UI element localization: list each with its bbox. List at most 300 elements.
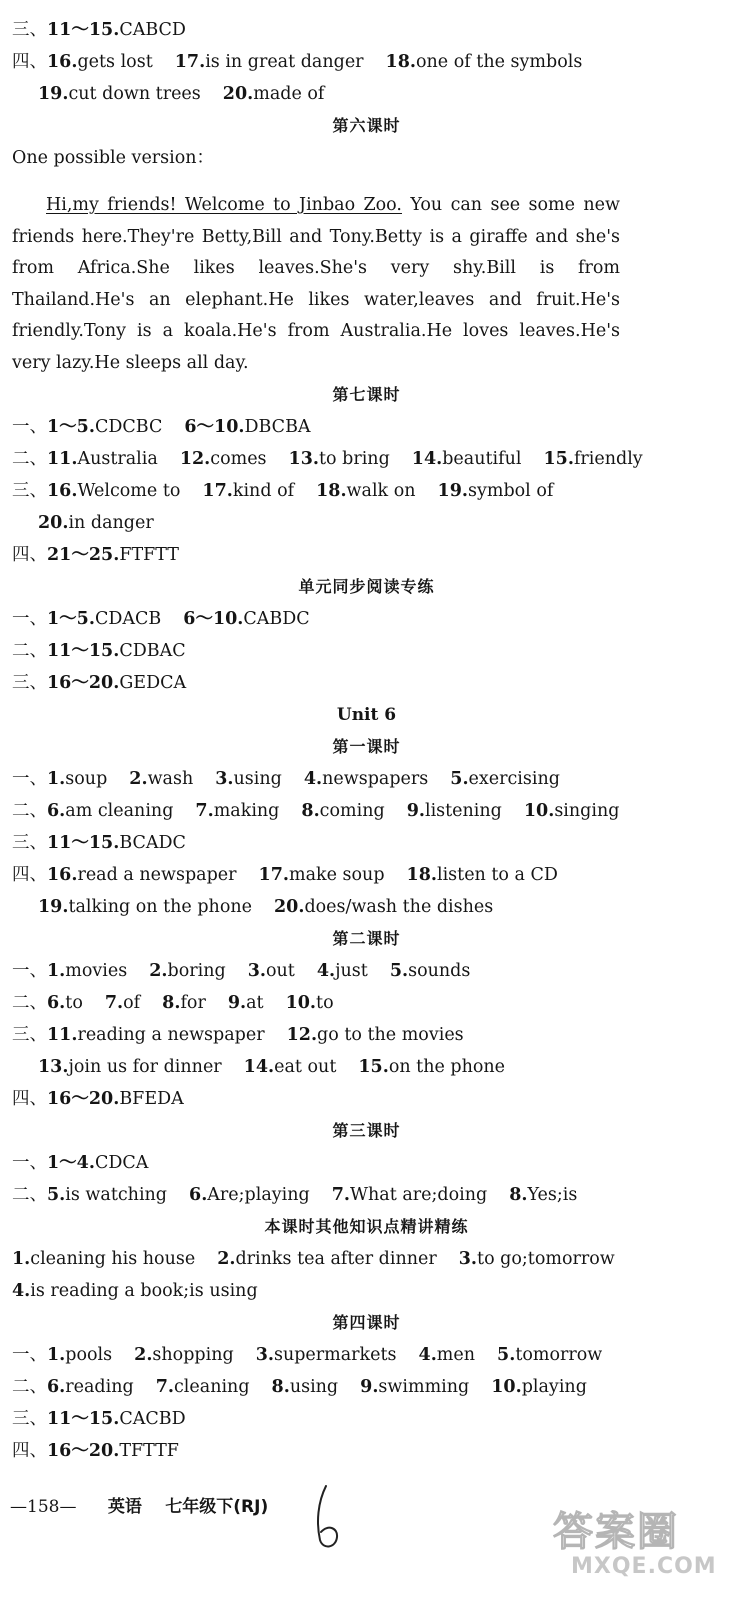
answer-item — [256, 1345, 397, 1365]
item-answer: CACBD — [119, 1409, 186, 1429]
item-number: 8. — [162, 993, 181, 1013]
answer-line — [38, 891, 723, 923]
answer-item — [47, 641, 186, 661]
item-answer: What are;doing — [350, 1185, 488, 1205]
item-answer: BCADC — [119, 833, 186, 853]
item-answer: to go;tomorrow — [477, 1249, 615, 1269]
answer-item — [47, 417, 162, 437]
answer-item — [47, 20, 186, 40]
item-number: 18. — [316, 481, 347, 501]
question-section-prefix: 一、 — [12, 1345, 47, 1365]
item-answer: just — [335, 961, 368, 981]
answer-line — [12, 1179, 723, 1211]
answer-line — [12, 411, 723, 443]
sample-essay — [12, 190, 620, 380]
answer-line — [12, 955, 723, 987]
question-section-prefix: 三、 — [12, 1025, 47, 1045]
item-answer: wash — [147, 769, 194, 789]
item-answer: join us for dinner — [68, 1057, 222, 1077]
item-number: 12. — [179, 449, 211, 469]
item-number: 6. — [47, 1377, 66, 1397]
question-section-prefix: 二、 — [12, 801, 47, 821]
answer-item — [274, 897, 493, 917]
answer-item — [419, 1345, 476, 1365]
item-answer: for — [180, 993, 206, 1013]
answer-item — [407, 801, 502, 821]
answer-item — [12, 1281, 258, 1301]
section-heading: 第七课时 — [332, 385, 401, 404]
grade-label: 七年级下(RJ) — [165, 1497, 269, 1517]
item-answer: Are;playing — [207, 1185, 310, 1205]
item-number: 7. — [155, 1377, 174, 1397]
item-answer: CDCBC — [94, 417, 163, 437]
answer-item — [175, 52, 364, 72]
item-number: 16～20. — [47, 1089, 120, 1109]
item-number: 3. — [247, 961, 266, 981]
item-answer: am cleaning — [65, 801, 174, 821]
item-answer: supermarkets — [273, 1345, 397, 1365]
item-answer: eat out — [274, 1057, 337, 1077]
item-number: 17. — [202, 481, 233, 501]
section-heading: Unit 6 — [336, 705, 397, 725]
item-number: 6～10. — [184, 417, 245, 437]
item-number: 7. — [104, 993, 124, 1013]
item-number: 16. — [47, 865, 78, 885]
answer-item — [248, 961, 295, 981]
answer-line — [12, 1275, 723, 1307]
item-answer: symbol of — [467, 481, 554, 501]
item-answer: go to the movies — [317, 1025, 464, 1045]
item-answer: out — [265, 961, 295, 981]
item-number: 4. — [316, 961, 336, 981]
answer-item — [412, 449, 522, 469]
essay-underlined-opening: Hi,my friends! Welcome to Jinbao Zoo. — [46, 195, 402, 215]
answer-item — [459, 1249, 615, 1269]
item-answer: CDBAC — [119, 641, 186, 661]
question-section-prefix: 二、 — [12, 449, 47, 469]
item-answer: reading — [65, 1377, 134, 1397]
item-number: 1. — [47, 961, 66, 981]
item-answer: CABCD — [119, 20, 186, 40]
section-heading: 单元同步阅读专练 — [298, 577, 435, 596]
item-number: 18. — [406, 865, 437, 885]
answer-line — [12, 475, 723, 507]
answer-item — [47, 1153, 148, 1173]
handwritten-six-mark — [312, 1482, 344, 1552]
question-section-prefix: 二、 — [12, 641, 47, 661]
answer-line — [12, 635, 723, 667]
item-number: 18. — [385, 52, 416, 72]
item-number: 16. — [47, 52, 78, 72]
item-number: 15. — [358, 1057, 389, 1077]
item-answer: TFTTF — [119, 1441, 179, 1461]
question-section-prefix: 一、 — [12, 961, 47, 981]
item-number: 6. — [47, 993, 66, 1013]
answer-item — [47, 865, 237, 885]
answer-item — [156, 1377, 250, 1397]
item-answer: gets lost — [77, 52, 153, 72]
answer-item — [360, 1377, 469, 1397]
item-number: 16. — [47, 481, 78, 501]
item-number: 11～15. — [47, 833, 120, 853]
answer-item — [195, 801, 279, 821]
item-number: 14. — [243, 1057, 275, 1077]
answer-item — [47, 481, 180, 501]
item-answer: read a newspaper — [77, 865, 237, 885]
page-footer — [10, 1490, 268, 1524]
answer-item — [202, 481, 294, 501]
answer-item — [47, 1025, 265, 1045]
item-answer: shopping — [152, 1345, 234, 1365]
answer-item — [244, 1057, 337, 1077]
answer-item — [386, 52, 583, 72]
answer-line — [12, 1147, 723, 1179]
answer-item — [450, 769, 560, 789]
item-answer: to bring — [319, 449, 390, 469]
item-number: 1. — [47, 769, 66, 789]
answer-line — [12, 142, 723, 174]
answer-item — [509, 1185, 577, 1205]
answer-item — [47, 769, 107, 789]
answer-line — [12, 603, 723, 635]
item-number: 2. — [217, 1249, 236, 1269]
item-number: 19. — [38, 84, 69, 104]
item-number: 8. — [301, 801, 320, 821]
item-answer: is watching — [65, 1185, 168, 1205]
question-section-prefix: 二、 — [12, 1377, 47, 1397]
answer-line — [12, 795, 723, 827]
item-number: 21～25. — [47, 545, 120, 565]
item-number: 12. — [286, 1025, 318, 1045]
answer-item — [390, 961, 471, 981]
answer-line — [12, 827, 723, 859]
item-answer: walk on — [346, 481, 416, 501]
answer-line — [38, 1051, 723, 1083]
answer-item — [47, 1345, 112, 1365]
item-number: 6～10. — [183, 609, 244, 629]
item-number: 11～15. — [47, 20, 120, 40]
item-number: 1. — [12, 1249, 31, 1269]
answer-item — [180, 449, 267, 469]
item-number: 20. — [38, 513, 69, 533]
answer-item — [47, 52, 153, 72]
answer-line — [12, 1403, 723, 1435]
item-answer: in danger — [68, 513, 154, 533]
answer-item — [134, 1345, 234, 1365]
item-answer: using — [289, 1377, 339, 1397]
question-section-prefix: 三、 — [12, 20, 47, 40]
item-number: 5. — [389, 961, 409, 981]
answer-line — [12, 1243, 723, 1275]
item-answer: playing — [521, 1377, 587, 1397]
item-number: 2. — [134, 1345, 153, 1365]
item-number: 7. — [331, 1185, 351, 1205]
answer-item — [184, 417, 310, 437]
item-number: 11～15. — [47, 1409, 120, 1429]
question-section-prefix: 四、 — [12, 1441, 47, 1461]
question-section-prefix: 四、 — [12, 545, 47, 565]
item-answer: swimming — [378, 1377, 470, 1397]
item-number: 8. — [271, 1377, 290, 1397]
answer-item — [47, 961, 127, 981]
answer-item — [438, 481, 554, 501]
answer-item — [38, 513, 154, 533]
answer-item — [149, 961, 225, 981]
answer-line — [12, 859, 723, 891]
item-number: 10. — [285, 993, 317, 1013]
answer-item — [105, 993, 140, 1013]
page-number: —158— — [10, 1497, 77, 1517]
answer-line — [12, 1371, 723, 1403]
item-answer: pools — [65, 1345, 113, 1365]
answer-item — [491, 1377, 587, 1397]
item-answer: men — [436, 1345, 476, 1365]
question-section-prefix: 一、 — [12, 1153, 47, 1173]
answer-item — [497, 1345, 602, 1365]
item-number: 19. — [38, 897, 69, 917]
item-number: 2. — [129, 769, 148, 789]
answer-item — [47, 801, 173, 821]
item-number: 3. — [458, 1249, 478, 1269]
answer-item — [304, 769, 428, 789]
answer-item — [47, 545, 179, 565]
item-number: 1～5. — [47, 417, 95, 437]
item-answer: Welcome to — [77, 481, 181, 501]
question-section-prefix: 三、 — [12, 1409, 47, 1429]
answer-line — [12, 1435, 723, 1467]
answer-item — [47, 1089, 184, 1109]
item-number: 5. — [47, 1185, 66, 1205]
answer-item — [47, 673, 186, 693]
item-answer: singing — [554, 801, 620, 821]
item-number: 11～15. — [47, 641, 120, 661]
item-answer: one of the symbols — [416, 52, 583, 72]
site-watermark — [545, 1500, 730, 1595]
item-number: 9. — [227, 993, 247, 1013]
item-answer: does/wash the dishes — [304, 897, 494, 917]
answer-item — [47, 993, 83, 1013]
watermark-logo-text: 答案圈 — [553, 1509, 679, 1555]
item-answer: make soup — [288, 865, 385, 885]
item-answer: movies — [65, 961, 128, 981]
question-section-prefix: 四、 — [12, 52, 47, 72]
answer-item — [38, 84, 201, 104]
section-heading: 本课时其他知识点精讲精练 — [264, 1217, 469, 1236]
answer-line — [12, 987, 723, 1019]
item-answer: CDACB — [94, 609, 162, 629]
item-number: 15. — [543, 449, 574, 469]
item-number: 19. — [437, 481, 468, 501]
item-number: 4. — [12, 1281, 31, 1301]
item-answer: sounds — [408, 961, 471, 981]
item-number: 3. — [255, 1345, 274, 1365]
item-number: 2. — [149, 961, 168, 981]
item-answer: to — [316, 993, 334, 1013]
question-section-prefix: 二、 — [12, 1185, 47, 1205]
item-number: 6. — [47, 801, 66, 821]
essay-body: You can see some new friends here.They're Betty,Bill and Tony.Betty is a giraffe and she's from Africa.She likes leaves.She's very shy.Bill is from Thailand.He's an elephant.He likes water,leaves and fruit.He's friendly.Tony is a koala.He's from Australia.He loves leaves.He's very lazy.He sleeps all day. — [12, 195, 620, 373]
item-answer: CDCA — [94, 1153, 149, 1173]
answer-item — [47, 1441, 179, 1461]
item-answer: making — [213, 801, 280, 821]
answer-item — [47, 1185, 167, 1205]
item-number: 16～20. — [47, 1441, 120, 1461]
item-number: 11. — [47, 449, 78, 469]
question-section-prefix: 一、 — [12, 417, 47, 437]
answer-item — [215, 769, 282, 789]
item-number: 7. — [195, 801, 214, 821]
answer-line — [12, 1339, 723, 1371]
item-number: 3. — [215, 769, 234, 789]
item-answer: cleaning his house — [30, 1249, 196, 1269]
item-number: 1. — [47, 1345, 66, 1365]
answer-item — [289, 449, 390, 469]
item-answer: is reading a book;is using — [30, 1281, 258, 1301]
item-answer: listen to a CD — [436, 865, 558, 885]
answer-item — [228, 993, 264, 1013]
answer-line — [12, 1019, 723, 1051]
item-number: 17. — [174, 52, 206, 72]
item-number: 11. — [47, 1025, 78, 1045]
item-answer: on the phone — [388, 1057, 506, 1077]
subject-label: 英语 — [107, 1497, 142, 1517]
answer-line — [12, 763, 723, 795]
item-answer: cut down trees — [68, 84, 201, 104]
answer-item — [407, 865, 558, 885]
section-heading: 第六课时 — [332, 116, 401, 135]
answer-line — [12, 46, 723, 78]
answer-item — [217, 1249, 437, 1269]
item-number: 20. — [222, 84, 254, 104]
answer-line — [38, 507, 723, 539]
answer-item — [129, 769, 193, 789]
item-number: 10. — [523, 801, 555, 821]
answer-item — [38, 1057, 222, 1077]
answer-item — [332, 1185, 487, 1205]
answer-item — [301, 801, 384, 821]
question-section-prefix: 二、 — [12, 993, 47, 1013]
question-section-prefix: 一、 — [12, 769, 47, 789]
item-number: 20. — [273, 897, 305, 917]
answer-item — [223, 84, 325, 104]
item-answer: of — [123, 993, 141, 1013]
item-answer: soup — [65, 769, 108, 789]
item-answer: is in great danger — [205, 52, 364, 72]
section-heading: 第一课时 — [332, 737, 401, 756]
answer-line — [38, 78, 723, 110]
item-answer: kind of — [232, 481, 295, 501]
item-number: 13. — [38, 1057, 69, 1077]
question-section-prefix: 四、 — [12, 1089, 47, 1109]
answer-item — [286, 993, 334, 1013]
item-number: 9. — [360, 1377, 379, 1397]
answer-line — [12, 14, 723, 46]
item-answer: friendly — [573, 449, 643, 469]
answer-line — [12, 667, 723, 699]
item-number: 1～4. — [47, 1153, 95, 1173]
item-answer: boring — [167, 961, 226, 981]
answer-item — [47, 1377, 134, 1397]
item-answer: at — [246, 993, 264, 1013]
item-answer: newspapers — [322, 769, 429, 789]
item-answer: BFEDA — [119, 1089, 184, 1109]
item-answer: to — [65, 993, 83, 1013]
item-number: 1～5. — [47, 609, 95, 629]
answer-item — [316, 481, 415, 501]
item-number: 9. — [406, 801, 425, 821]
item-answer: GEDCA — [119, 673, 187, 693]
section-heading: 第四课时 — [332, 1313, 401, 1332]
item-answer: tomorrow — [515, 1345, 603, 1365]
answer-item — [162, 993, 206, 1013]
answer-item — [12, 148, 214, 168]
item-number: 5. — [497, 1345, 516, 1365]
item-answer: DBCBA — [244, 417, 311, 437]
question-section-prefix: 三、 — [12, 673, 47, 693]
answer-item — [543, 449, 642, 469]
item-answer: Australia — [77, 449, 158, 469]
answer-item — [38, 897, 252, 917]
item-number: 4. — [303, 769, 323, 789]
answer-item — [358, 1057, 505, 1077]
answer-item — [259, 865, 385, 885]
item-number: 14. — [411, 449, 443, 469]
answer-item — [287, 1025, 464, 1045]
watermark-url-text: MXQE.COM — [571, 1554, 717, 1579]
section-heading: 第三课时 — [332, 1121, 401, 1140]
item-answer: made of — [253, 84, 325, 104]
item-answer: One possible version： — [12, 148, 215, 168]
item-answer: CABDC — [243, 609, 310, 629]
item-number: 16～20. — [47, 673, 120, 693]
answer-item — [524, 801, 620, 821]
question-section-prefix: 三、 — [12, 833, 47, 853]
item-answer: beautiful — [442, 449, 522, 469]
item-answer: coming — [319, 801, 385, 821]
section-heading: 第二课时 — [332, 929, 401, 948]
answer-item — [47, 609, 161, 629]
answer-item — [47, 449, 158, 469]
item-answer: FTFTT — [119, 545, 179, 565]
answer-line — [12, 443, 723, 475]
answer-item — [272, 1377, 339, 1397]
item-answer: listening — [424, 801, 502, 821]
item-answer: drinks tea after dinner — [235, 1249, 437, 1269]
item-answer: exercising — [468, 769, 560, 789]
item-number: 6. — [189, 1185, 208, 1205]
question-section-prefix: 四、 — [12, 865, 47, 885]
item-answer: cleaning — [174, 1377, 250, 1397]
question-section-prefix: 一、 — [12, 609, 47, 629]
question-section-prefix: 三、 — [12, 481, 47, 501]
item-answer: using — [233, 769, 282, 789]
item-answer: talking on the phone — [68, 897, 252, 917]
answer-item — [183, 609, 309, 629]
answer-item — [12, 1249, 195, 1269]
item-answer: reading a newspaper — [77, 1025, 265, 1045]
item-number: 13. — [288, 449, 319, 469]
item-number: 5. — [450, 769, 469, 789]
item-number: 4. — [418, 1345, 437, 1365]
answer-item — [47, 1409, 186, 1429]
item-number: 8. — [509, 1185, 528, 1205]
answer-item — [189, 1185, 310, 1205]
answer-item — [317, 961, 368, 981]
item-answer: Yes;is — [527, 1185, 578, 1205]
answer-line — [12, 1083, 723, 1115]
item-number: 10. — [491, 1377, 522, 1397]
item-answer: comes — [210, 449, 267, 469]
